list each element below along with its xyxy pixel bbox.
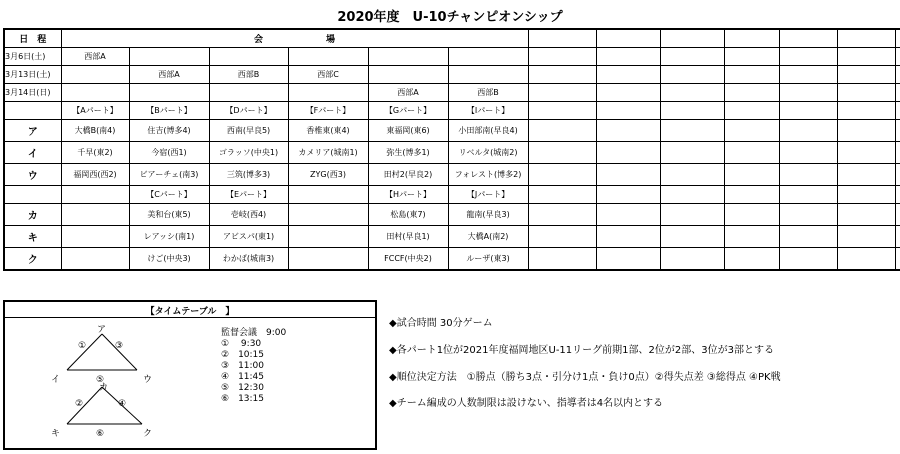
team-cell: 住吉(博多4): [129, 120, 209, 142]
venue-cell: 西部B: [209, 66, 288, 84]
empty-cell: [724, 102, 779, 120]
part-header: 【Gパート】: [368, 102, 448, 120]
team-cell: [288, 204, 368, 226]
team-cell: [61, 226, 129, 248]
empty-cell: [837, 120, 895, 142]
empty-cell: [596, 248, 660, 271]
empty-cell: [596, 186, 660, 204]
date-cell: 3月14日(日): [4, 84, 61, 102]
team-row: [4, 226, 900, 248]
part-header: 【Hパート】: [368, 186, 448, 204]
team-cell: [288, 226, 368, 248]
page-title: 2020年度 U-10チャンピオンシップ: [337, 10, 563, 25]
empty-cell: [895, 84, 900, 102]
empty-cell: [660, 186, 724, 204]
empty-cell: [724, 66, 779, 84]
note-item: ◆各パート1位が2021年度福岡地区U-11リーグ前期1部、2位が2部、3位が3部とする: [389, 345, 774, 356]
team-row: [4, 204, 900, 226]
team-cell: フォレスト(博多2): [448, 164, 528, 186]
empty-cell: [779, 142, 837, 164]
empty-cell: [528, 142, 596, 164]
empty-cell: [895, 226, 900, 248]
empty-cell: [528, 204, 596, 226]
empty-cell: [660, 102, 724, 120]
team-cell: わかば(城南3): [209, 248, 288, 271]
venue-cell: [288, 48, 368, 66]
part-header: 【Aパート】: [61, 102, 129, 120]
empty-cell: [528, 48, 596, 66]
empty-cell: [724, 164, 779, 186]
empty-cell: [596, 29, 660, 48]
empty-cell: [895, 248, 900, 271]
empty-cell: [4, 186, 61, 204]
part-header: 【Jパート】: [448, 186, 528, 204]
team-cell: 龍南(早良3): [448, 204, 528, 226]
empty-cell: [724, 48, 779, 66]
venue-header: 会 場: [61, 29, 528, 48]
empty-cell: [724, 248, 779, 271]
empty-cell: [724, 120, 779, 142]
empty-cell: [779, 226, 837, 248]
triangle1-left-edge: [67, 334, 102, 370]
empty-cell: [779, 66, 837, 84]
empty-cell: [895, 142, 900, 164]
empty-cell: [596, 142, 660, 164]
empty-cell: [528, 29, 596, 48]
venue-cell: [448, 48, 528, 66]
empty-cell: [779, 48, 837, 66]
empty-cell: [837, 142, 895, 164]
triangle2-left-edge: [67, 387, 102, 424]
team-cell: アビスパ(東1): [209, 226, 288, 248]
row-label: キ: [4, 226, 61, 248]
team-cell: 大橋A(南2): [448, 226, 528, 248]
empty-cell: [660, 48, 724, 66]
empty-cell: [779, 204, 837, 226]
empty-cell: [895, 120, 900, 142]
empty-cell: [895, 48, 900, 66]
team-cell: ZYG(西3): [288, 164, 368, 186]
empty-cell: [528, 164, 596, 186]
team-cell: 弥生(博多1): [368, 142, 448, 164]
team-cell: 小田部南(早良4): [448, 120, 528, 142]
header-row: [4, 29, 900, 48]
match-4-label: ④: [118, 399, 127, 409]
team-row: [4, 164, 900, 186]
vertex-i: イ: [51, 375, 61, 385]
venue-cell: 西部A: [129, 66, 209, 84]
team-cell: けご(中央3): [129, 248, 209, 271]
match-time-list: [221, 328, 286, 405]
empty-cell: [660, 142, 724, 164]
empty-cell: [660, 29, 724, 48]
team-row: [4, 248, 900, 271]
timetable-box: [3, 300, 377, 450]
part-header: 【Bパート】: [129, 102, 209, 120]
date-row: [4, 84, 900, 102]
team-cell: [288, 248, 368, 271]
venue-cell: [209, 48, 288, 66]
empty-cell: [895, 186, 900, 204]
empty-cell: [660, 66, 724, 84]
date-row: [4, 48, 900, 66]
empty-cell: [528, 66, 596, 84]
venue-cell: 西部A: [61, 48, 129, 66]
time-item: 監督会議 9:00: [221, 328, 287, 338]
empty-cell: [779, 164, 837, 186]
part-header: 【Dパート】: [209, 102, 288, 120]
time-item: ① 9:30: [221, 339, 262, 349]
team-row: [4, 120, 900, 142]
timetable-title: 【タイムテーブル 】: [145, 307, 235, 317]
team-cell: ルーザ(東3): [448, 248, 528, 271]
empty-cell: [528, 186, 596, 204]
team-cell: [61, 204, 129, 226]
venue-cell: [209, 84, 288, 102]
empty-cell: [837, 48, 895, 66]
row-label: カ: [4, 204, 61, 226]
note-item: ◆順位決定方法 ①勝点（勝ち3点・引分け1点・負け0点）②得失点差 ③総得点 ④PK戦: [389, 372, 781, 383]
part-header: [61, 186, 129, 204]
team-cell: 壱岐(西4): [209, 204, 288, 226]
venue-cell: 西部B: [448, 84, 528, 102]
team-cell: 西南(早良5): [209, 120, 288, 142]
team-cell: リベルタ(城南2): [448, 142, 528, 164]
empty-cell: [837, 164, 895, 186]
vertex-u: ウ: [143, 375, 153, 385]
venue-cell: [368, 66, 448, 84]
match-6-label: ⑥: [96, 429, 105, 439]
vertex-ku: ク: [143, 429, 153, 439]
empty-cell: [837, 248, 895, 271]
venue-cell: [129, 84, 209, 102]
empty-cell: [596, 204, 660, 226]
team-cell: 福岡西(西2): [61, 164, 129, 186]
empty-cell: [660, 204, 724, 226]
empty-cell: [660, 120, 724, 142]
empty-cell: [837, 66, 895, 84]
empty-cell: [528, 120, 596, 142]
empty-cell: [895, 29, 900, 48]
empty-cell: [779, 84, 837, 102]
schedule-table: [3, 28, 900, 271]
empty-cell: [596, 226, 660, 248]
empty-cell: [724, 226, 779, 248]
empty-cell: [596, 84, 660, 102]
row-label: ウ: [4, 164, 61, 186]
team-cell: 香椎東(東4): [288, 120, 368, 142]
empty-cell: [779, 29, 837, 48]
empty-cell: [528, 84, 596, 102]
empty-cell: [724, 186, 779, 204]
empty-cell: [779, 248, 837, 271]
empty-cell: [528, 248, 596, 271]
empty-cell: [724, 84, 779, 102]
triangle1-right-edge: [102, 334, 137, 370]
team-cell: FCCF(中央2): [368, 248, 448, 271]
time-item: ② 10:15: [221, 350, 265, 360]
part-header: [288, 186, 368, 204]
venue-cell: [448, 66, 528, 84]
team-cell: [61, 248, 129, 271]
empty-cell: [724, 29, 779, 48]
part-header-row: [4, 186, 900, 204]
empty-cell: [895, 102, 900, 120]
venue-cell: 西部A: [368, 84, 448, 102]
venue-cell: [288, 84, 368, 102]
empty-cell: [528, 102, 596, 120]
empty-cell: [660, 226, 724, 248]
empty-cell: [660, 248, 724, 271]
part-header: 【Eパート】: [209, 186, 288, 204]
empty-cell: [837, 29, 895, 48]
empty-cell: [779, 102, 837, 120]
row-label: イ: [4, 142, 61, 164]
row-label: ア: [4, 120, 61, 142]
part-header: 【Cパート】: [129, 186, 209, 204]
team-cell: 田村(早良1): [368, 226, 448, 248]
match-1-label: ①: [78, 341, 87, 351]
team-cell: 今宿(西1): [129, 142, 209, 164]
time-item: ④ 11:45: [221, 372, 265, 382]
team-row: [4, 142, 900, 164]
part-header: 【Iパート】: [448, 102, 528, 120]
vertex-ka: カ: [99, 383, 109, 393]
empty-cell: [4, 102, 61, 120]
date-cell: 3月6日(土): [4, 48, 61, 66]
match-5-label: ⑤: [96, 375, 105, 385]
empty-cell: [660, 164, 724, 186]
team-cell: 大橋B(南4): [61, 120, 129, 142]
empty-cell: [837, 226, 895, 248]
match-3-label: ③: [115, 341, 124, 351]
empty-cell: [837, 84, 895, 102]
team-cell: 田村2(早良2): [368, 164, 448, 186]
time-item: ⑤ 12:30: [221, 383, 265, 393]
venue-cell: [368, 48, 448, 66]
empty-cell: [596, 48, 660, 66]
match-2-label: ②: [75, 399, 84, 409]
part-header: 【Fパート】: [288, 102, 368, 120]
empty-cell: [779, 120, 837, 142]
time-item: ⑥ 13:15: [221, 394, 265, 404]
venue-cell: 西部C: [288, 66, 368, 84]
empty-cell: [895, 164, 900, 186]
empty-cell: [596, 66, 660, 84]
empty-cell: [596, 164, 660, 186]
round-robin-diagram: [5, 302, 379, 452]
part-header-row: [4, 102, 900, 120]
venue-cell: [129, 48, 209, 66]
empty-cell: [596, 102, 660, 120]
team-cell: 東福岡(東6): [368, 120, 448, 142]
empty-cell: [895, 204, 900, 226]
team-cell: ゴラッソ(中央1): [209, 142, 288, 164]
empty-cell: [660, 84, 724, 102]
empty-cell: [779, 186, 837, 204]
time-item: ③ 11:00: [221, 361, 265, 371]
team-cell: レアッシ(南1): [129, 226, 209, 248]
team-cell: カメリア(城南1): [288, 142, 368, 164]
note-item: ◆試合時間 30分ゲーム: [389, 318, 493, 329]
empty-cell: [724, 204, 779, 226]
date-row: [4, 66, 900, 84]
empty-cell: [837, 186, 895, 204]
empty-cell: [895, 66, 900, 84]
team-cell: 松島(東7): [368, 204, 448, 226]
team-cell: 美和台(東5): [129, 204, 209, 226]
note-item: ◆チーム編成の人数制限は設けない、指導者は4名以内とする: [389, 398, 664, 409]
team-cell: ビアーチェ(南3): [129, 164, 209, 186]
row-label: ク: [4, 248, 61, 271]
empty-cell: [596, 120, 660, 142]
empty-cell: [724, 142, 779, 164]
vertex-a: ア: [97, 325, 107, 335]
team-cell: 三筑(博多3): [209, 164, 288, 186]
empty-cell: [528, 226, 596, 248]
empty-cell: [837, 204, 895, 226]
venue-cell: [61, 66, 129, 84]
schedule-header: 日 程: [4, 29, 61, 48]
venue-cell: [61, 84, 129, 102]
vertex-ki: キ: [51, 429, 61, 439]
team-cell: 千早(東2): [61, 142, 129, 164]
empty-cell: [837, 102, 895, 120]
date-cell: 3月13日(土): [4, 66, 61, 84]
